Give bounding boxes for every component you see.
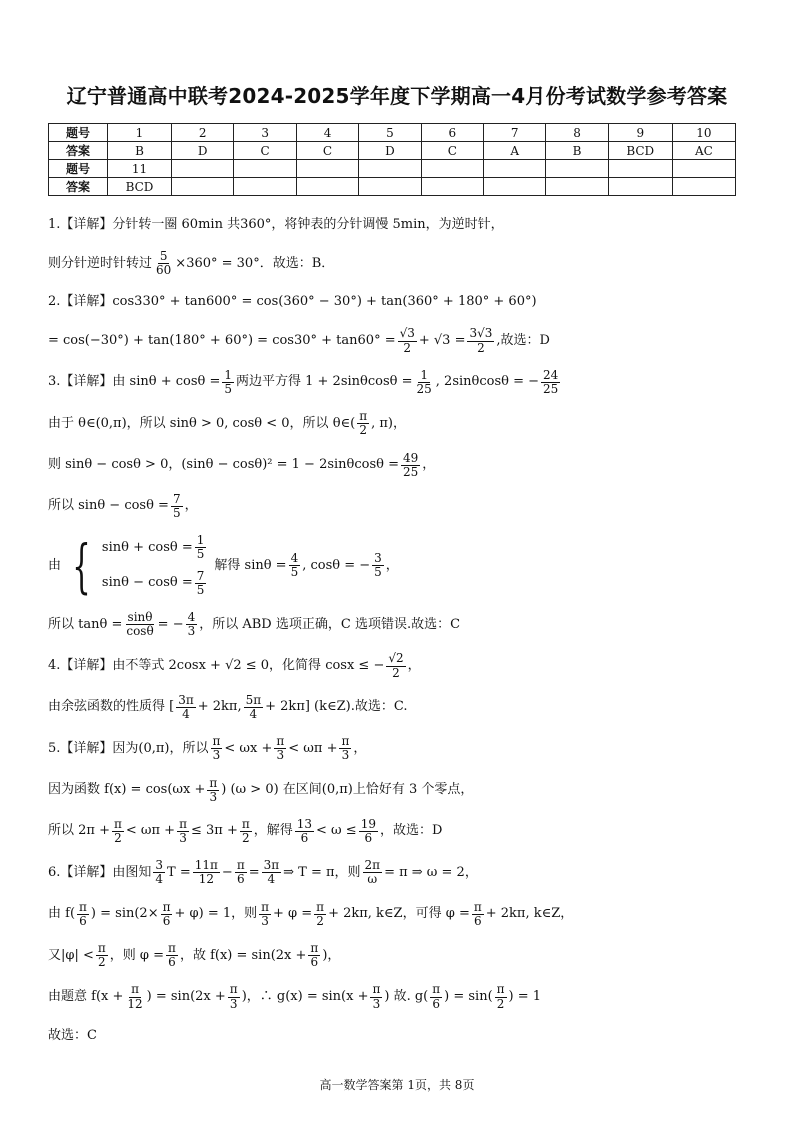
table-cell: 题号	[49, 124, 108, 142]
table-cell: C	[296, 142, 358, 160]
table-cell	[296, 160, 358, 178]
fraction: $\frac{7}{5}$	[196, 568, 205, 597]
fraction: $\frac{√3}{2}$	[399, 326, 415, 355]
equation-system: 由 { sinθ + cosθ = $\frac{1}{5}$ sinθ − cosθ = $\frac{7}{5}$ 解得 sinθ = $\frac{4}{5}$ , cosθ = − $\frac{3}{5}$ ，	[48, 531, 399, 600]
table-cell	[546, 178, 608, 196]
fraction: $\frac{\pi}{6}$	[310, 941, 319, 970]
table-cell: BCD	[608, 142, 672, 160]
table-cell	[172, 178, 234, 196]
fraction: $\frac{\pi}{2}$	[97, 941, 106, 970]
fraction: $\frac{\pi}{3}$	[229, 982, 238, 1011]
table-cell	[421, 178, 483, 196]
solution-line: 6.【详解】由图知 $\frac{3}{4}$ T = $\frac{11\pi}{12}$ − $\frac{\pi}{6}$ = $\frac{3\pi}{4}$ ⇒ T = π，则 $\frac{2\pi}{\omega}$ = π ⇒ ω = 2，	[48, 858, 478, 887]
table-cell: 8	[546, 124, 608, 142]
fraction: $\frac{\pi}{3}$	[209, 775, 218, 804]
table-cell	[234, 160, 296, 178]
table-cell	[296, 178, 358, 196]
solution-line: 3.【详解】由 sinθ + cosθ = $\frac{1}{5}$ 两边平方得 1 + 2sinθcosθ = $\frac{1}{25}$ , 2sinθcosθ = − $\frac{24}{25}$	[48, 367, 559, 396]
table-cell: 题号	[49, 160, 108, 178]
solution-line: 则 sinθ − cosθ > 0，(sinθ − cosθ)² = 1 − 2sinθcosθ = $\frac{49}{25}$ ，	[48, 450, 436, 479]
table-row	[49, 160, 736, 178]
fraction: $\frac{\pi}{3}$	[372, 982, 381, 1011]
fraction: $\frac{5\pi}{4}$	[245, 692, 262, 721]
fraction: $\frac{\pi}{3}$	[341, 734, 350, 763]
fraction: $\frac{√2}{2}$	[388, 651, 404, 680]
table-cell	[484, 178, 546, 196]
fraction: $\frac{\pi}{2}$	[241, 816, 250, 846]
solution-line: 又|φ| < $\frac{\pi}{2}$ ，则 φ = $\frac{\pi}{6}$ ，故 f(x) = sin(2x + $\frac{\pi}{6}$ )，	[48, 941, 341, 970]
table-cell: A	[484, 142, 546, 160]
table-cell: D	[359, 142, 421, 160]
table-cell	[234, 178, 296, 196]
table-cell	[172, 160, 234, 178]
fraction: $\frac{\pi}{3}$	[261, 899, 270, 928]
solution-body	[48, 214, 748, 1061]
table-cell	[484, 160, 546, 178]
fraction: $\frac{\sin\theta}{\cos\theta}$	[126, 610, 154, 639]
table-cell	[546, 160, 608, 178]
table-cell: C	[421, 142, 483, 160]
table-row	[49, 142, 736, 160]
solution-line: 由余弦函数的性质得 [ $\frac{3\pi}{4}$ + 2kπ, $\frac{5\pi}{4}$ + 2kπ] (k∈Z).故选：C.	[48, 692, 408, 721]
fraction: $\frac{\pi}{6}$	[162, 899, 171, 928]
solution-line: 所以 2π + $\frac{\pi}{2}$ < ωπ + $\frac{\pi}{3}$ ≤ 3π + $\frac{\pi}{2}$ ，解得 $\frac{13}{6}$ < ω ≤ $\frac{19}{6}$ ，故选：D	[48, 816, 443, 846]
fraction: $\frac{2\pi}{\omega}$	[364, 858, 381, 887]
table-cell: 1	[107, 124, 171, 142]
table-cell: BCD	[107, 178, 171, 196]
table-cell: 9	[608, 124, 672, 142]
table-cell: B	[107, 142, 171, 160]
fraction: $\frac{19}{6}$	[360, 816, 376, 846]
fraction: $\frac{1}{5}$	[224, 367, 232, 396]
table-cell	[608, 160, 672, 178]
fraction: $\frac{3\pi}{4}$	[178, 692, 194, 721]
table-cell: C	[234, 142, 296, 160]
table-cell: 5	[359, 124, 421, 142]
solution-line: 4.【详解】由不等式 2cosx + √2 ≤ 0，化简得 cosx ≤ − $\frac{√2}{2}$ ，	[48, 651, 421, 680]
fraction: $\frac{13}{6}$	[296, 816, 313, 846]
fraction: $\frac{\pi}{2}$	[359, 409, 368, 438]
table-cell: 2	[172, 124, 234, 142]
table-row	[49, 178, 736, 196]
solution-line: 1.【详解】分针转一圈 60min 共360°，将钟表的分针调慢 5min，为逆时针，	[48, 216, 504, 232]
fraction: $\frac{\pi}{3}$	[179, 816, 187, 846]
solution-line: 故选：C	[48, 1027, 97, 1043]
fraction: $\frac{5}{60}$	[156, 249, 172, 278]
table-cell: AC	[672, 142, 735, 160]
fraction: $\frac{3}{5}$	[374, 550, 382, 580]
fraction: $\frac{\pi}{2}$	[316, 899, 325, 928]
solution-line: = cos(−30°) + tan(180° + 60°) = cos30° + tan60° = $\frac{√3}{2}$ + √3 = $\frac{3√3}{2}$ ,故选：D	[48, 326, 550, 355]
solution-line: 由题意 f(x + $\frac{\pi}{12}$ ) = sin(2x + $\frac{\pi}{3}$ )，∴ g(x) = sin(x + $\frac{\pi}{3}$ ) 故. g( $\frac{\pi}{6}$ ) = sin( $\frac{\pi}{2}$ ) = 1	[48, 982, 542, 1011]
table-cell: 3	[234, 124, 296, 142]
fraction: $\frac{\pi}{2}$	[496, 982, 505, 1011]
table-cell	[359, 178, 421, 196]
table-cell: 答案	[49, 142, 108, 160]
fraction: $\frac{3\pi}{4}$	[263, 858, 280, 887]
fraction: $\frac{\pi}{6}$	[168, 941, 176, 970]
fraction: $\frac{\pi}{3}$	[212, 734, 221, 763]
fraction: $\frac{4}{5}$	[290, 550, 299, 580]
fraction: $\frac{\pi}{2}$	[113, 816, 122, 846]
table-cell	[608, 178, 672, 196]
answer-table	[48, 123, 736, 196]
fraction: $\frac{3}{4}$	[155, 858, 164, 887]
fraction: $\frac{11\pi}{12}$	[194, 858, 218, 887]
solution-line: 因为函数 f(x) = cos(ωx + $\frac{\pi}{3}$ ) (ω > 0) 在区间(0,π)上恰好有 3 个零点，	[48, 775, 474, 804]
table-cell	[672, 178, 735, 196]
table-cell: D	[172, 142, 234, 160]
table-cell: B	[546, 142, 608, 160]
fraction: $\frac{\pi}{6}$	[432, 982, 441, 1011]
fraction: $\frac{24}{25}$	[543, 367, 559, 396]
page-title: 辽宁普通高中联考2024-2025学年度下学期高一4月份考试数学参考答案	[66, 84, 728, 108]
table-cell	[421, 160, 483, 178]
table-cell: 6	[421, 124, 483, 142]
fraction: $\frac{\pi}{6}$	[79, 899, 87, 928]
table-cell: 7	[484, 124, 546, 142]
solution-line: 由 f( $\frac{\pi}{6}$ ) = sin(2× $\frac{\pi}{6}$ + φ) = 1，则 $\frac{\pi}{3}$ + φ = $\frac{\pi}{2}$ + 2kπ, k∈Z，可得 φ = $\frac{\pi}{6}$ + 2kπ, k∈Z，	[48, 899, 574, 928]
fraction: $\frac{\pi}{3}$	[276, 734, 285, 763]
fraction: $\frac{7}{5}$	[172, 491, 181, 521]
solution-line: 5.【详解】因为(0,π)，所以 $\frac{\pi}{3}$ < ωx + $\frac{\pi}{3}$ < ωπ + $\frac{\pi}{3}$ ，	[48, 734, 367, 763]
fraction: $\frac{\pi}{6}$	[236, 858, 245, 887]
table-cell: 10	[672, 124, 735, 142]
solution-line: 所以 sinθ − cosθ = $\frac{7}{5}$ ，	[48, 491, 198, 521]
table-cell: 11	[107, 160, 171, 178]
table-row	[49, 124, 736, 142]
table-cell: 4	[296, 124, 358, 142]
fraction: $\frac{49}{25}$	[403, 450, 419, 479]
solution-line: 由于 θ∈(0,π)，所以 sinθ > 0, cosθ < 0，所以 θ∈( $\frac{\pi}{2}$ , π)，	[48, 409, 406, 438]
fraction: $\frac{1}{5}$	[196, 533, 205, 562]
fraction: $\frac{\pi}{12}$	[127, 982, 143, 1011]
solution-line: 则分针逆时针转过 $\frac{5}{60}$ ×360° = 30°．故选：B．	[48, 249, 335, 278]
fraction: $\frac{3√3}{2}$	[469, 326, 493, 355]
solution-line: 2.【详解】cos330° + tan600° = cos(360° − 30°) + tan(360° + 180° + 60°)	[48, 294, 537, 310]
table-cell	[359, 160, 421, 178]
table-cell	[672, 160, 735, 178]
fraction: $\frac{1}{25}$	[416, 367, 432, 396]
fraction: $\frac{\pi}{6}$	[473, 899, 482, 928]
brace-icon: {	[72, 531, 91, 600]
solution-line: 所以 tanθ = $\frac{\sin\theta}{\cos\theta}$ = − $\frac{4}{3}$ ，所以 ABD 选项正确，C 选项错误.故选：C	[48, 610, 461, 639]
page-footer: 高一数学答案第 1页，共 8页	[319, 1078, 475, 1092]
fraction: $\frac{4}{3}$	[187, 610, 196, 639]
table-cell: 答案	[49, 178, 108, 196]
